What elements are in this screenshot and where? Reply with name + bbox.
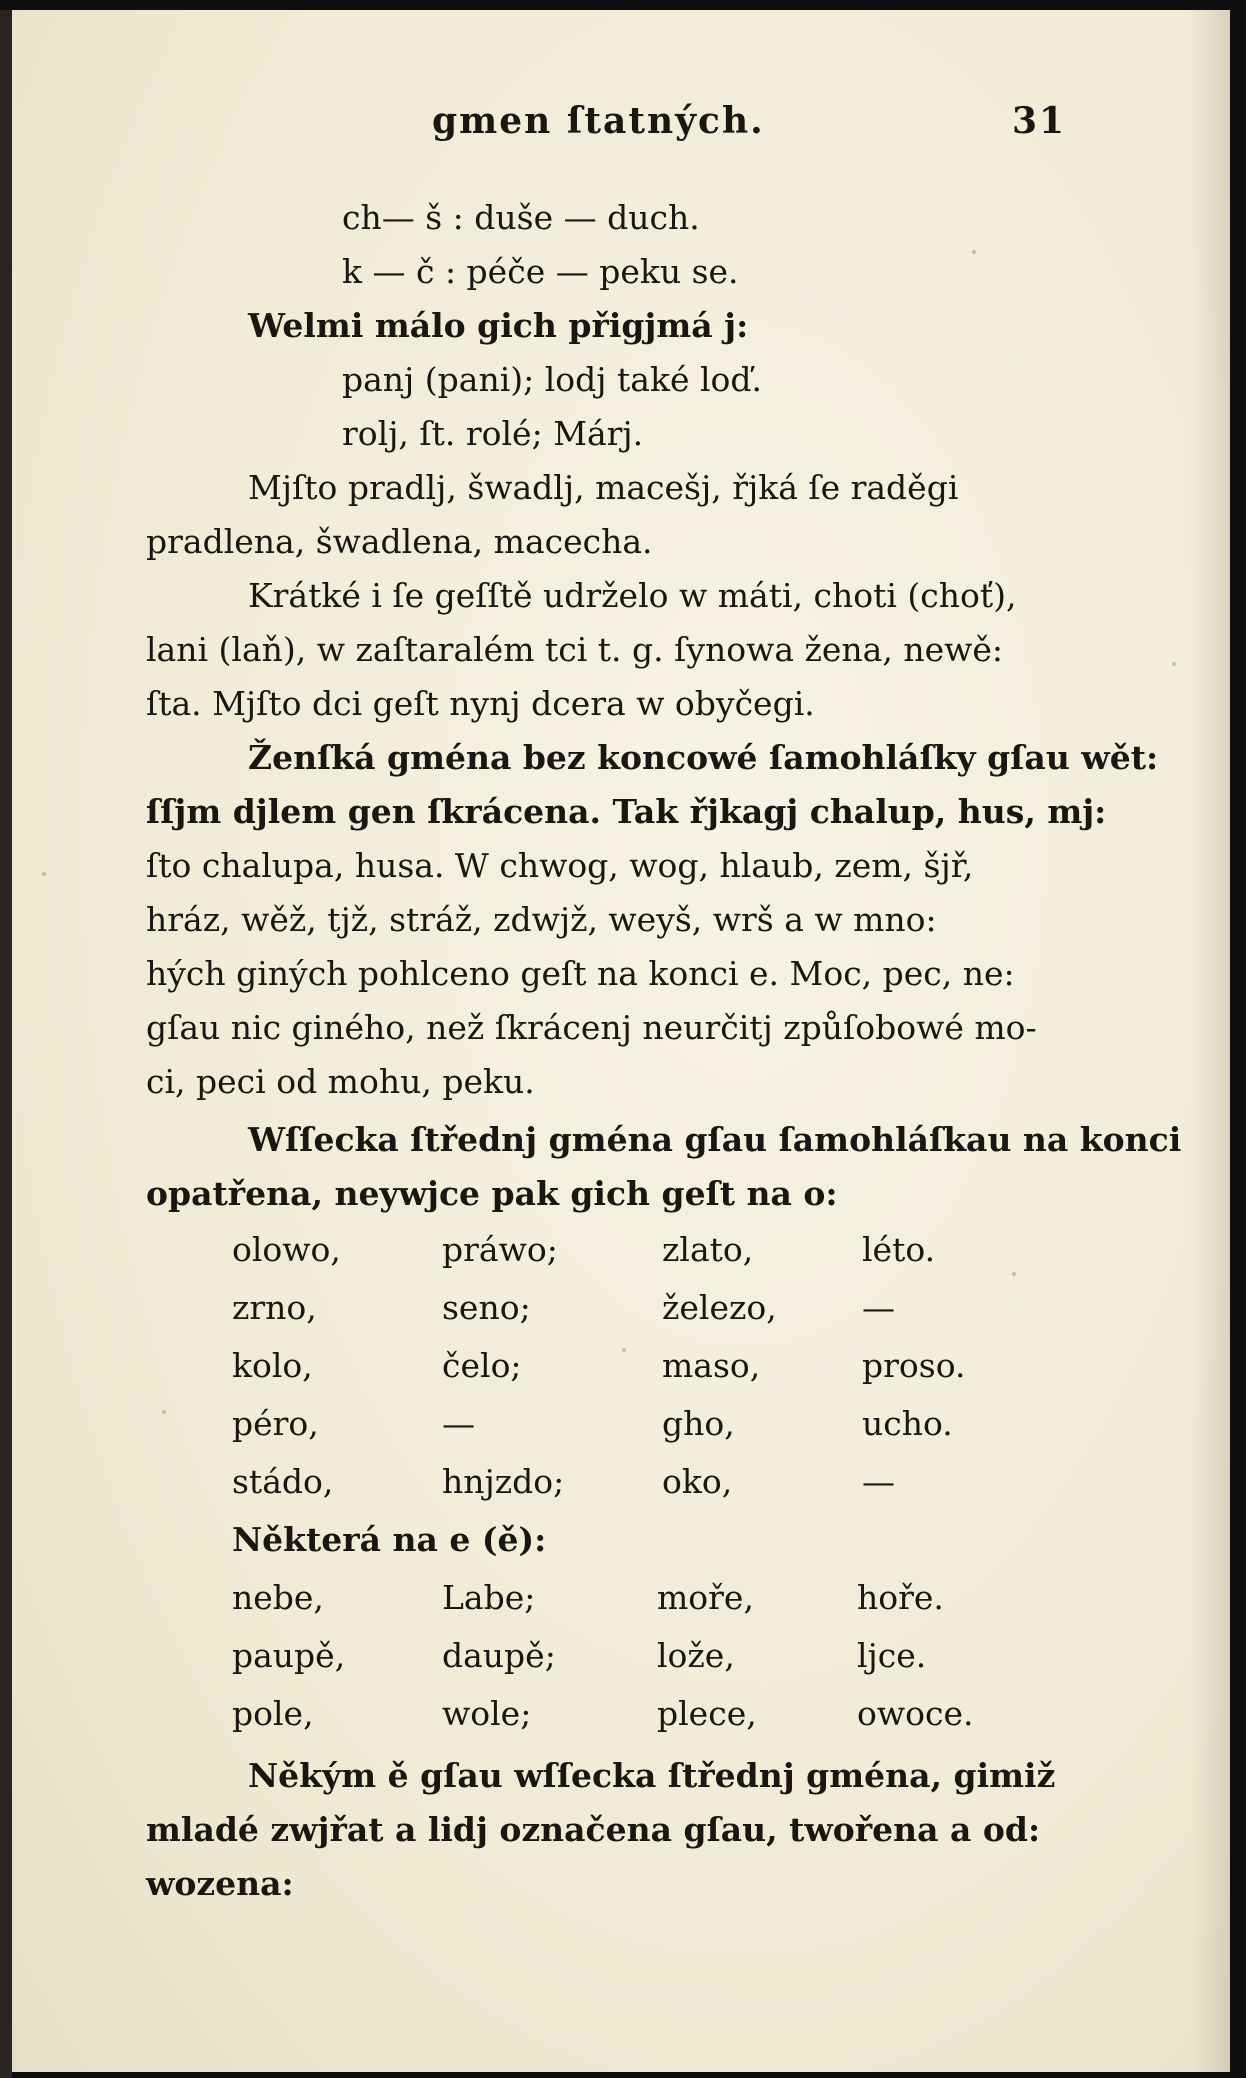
- table-cell: léto.: [862, 1230, 936, 1269]
- table-cell: owoce.: [857, 1694, 974, 1733]
- table-cell: maso,: [662, 1346, 761, 1385]
- table-cell: paupě,: [232, 1636, 346, 1675]
- table-cell: pole,: [232, 1694, 314, 1733]
- table-cell: hnjzdo;: [442, 1462, 565, 1501]
- table-cell: olowo,: [232, 1230, 341, 1269]
- table-cell: Labe;: [442, 1578, 536, 1617]
- text-line: Ženſká gména bez koncowé ſamohláſky gſau wět:: [248, 738, 1159, 777]
- scanned-book-page: [12, 10, 1230, 2072]
- text-line: Mjſto pradlj, šwadlj, macešj, řjká ſe raděgi: [248, 468, 959, 507]
- text-line: ci, peci od mohu, peku.: [146, 1062, 535, 1101]
- paper-speck: [42, 872, 46, 876]
- table-cell: moře,: [657, 1578, 754, 1617]
- table-cell: seno;: [442, 1288, 531, 1327]
- table-cell: wole;: [442, 1694, 532, 1733]
- table-cell: daupě;: [442, 1636, 556, 1675]
- table-cell: zrno,: [232, 1288, 317, 1327]
- table-cell: práwo;: [442, 1230, 558, 1269]
- table-cell: proso.: [862, 1346, 966, 1385]
- text-line: ſta. Mjſto dci geſt nynj dcera w obyčegi.: [146, 684, 815, 723]
- text-line: Někým ě gſau wſſecka ſtřednj gména, gimiž: [248, 1756, 1056, 1795]
- text-line: Krátké i ſe geſſtě udrželo w máti, choti (choť),: [248, 576, 1017, 615]
- paper-speck: [1172, 662, 1176, 666]
- book-spine-shadow: [0, 10, 12, 2078]
- table-cell: lože,: [657, 1636, 735, 1675]
- text-line: Welmi málo gich přigjmá j:: [248, 306, 749, 345]
- text-line: lani (laň), w zaſtaralém tci t. g. ſynowa žena, newě:: [146, 630, 1004, 669]
- table-cell: kolo,: [232, 1346, 313, 1385]
- paper-speck: [972, 250, 976, 254]
- table-cell: stádo,: [232, 1462, 334, 1501]
- table-cell: —: [862, 1288, 895, 1327]
- text-line: k — č : péče — peku se.: [342, 252, 739, 291]
- table-cell: —: [442, 1404, 475, 1443]
- table-cell: plece,: [657, 1694, 757, 1733]
- table-cell: ljce.: [857, 1636, 927, 1675]
- table-cell: ucho.: [862, 1404, 953, 1443]
- paper-speck: [1012, 1272, 1016, 1276]
- text-line: hráz, wěž, tjž, stráž, zdwjž, weyš, wrš a w mno:: [146, 900, 937, 939]
- table-cell: zlato,: [662, 1230, 754, 1269]
- table-cell: oko,: [662, 1462, 733, 1501]
- text-line: opatřena, neywjce pak gich geſt na o:: [146, 1174, 838, 1213]
- text-line: ſſjm djlem gen ſkrácena. Tak řjkagj chalup, hus, mj:: [146, 792, 1107, 831]
- table-cell: železo,: [662, 1288, 777, 1327]
- paper-speck: [622, 1348, 626, 1352]
- table-cell: péro,: [232, 1404, 319, 1443]
- text-line: mladé zwjřat a lidj označena gſau, twořena a od:: [146, 1810, 1041, 1849]
- text-line: ch— š : duše — duch.: [342, 198, 700, 237]
- paper-speck: [162, 1410, 166, 1414]
- table-cell: čelo;: [442, 1346, 522, 1385]
- table-cell: —: [862, 1462, 895, 1501]
- text-line: wozena:: [146, 1864, 294, 1903]
- page-edge-shadow: [1190, 10, 1230, 2072]
- page-number: 31: [1012, 100, 1067, 142]
- text-line: panj (pani); lodj také loď.: [342, 360, 762, 399]
- section-heading-e: Některá na e (ě):: [232, 1520, 547, 1559]
- text-line: gſau nic giného, než ſkrácenj neurčitj způſobowé mo-: [146, 1008, 1037, 1047]
- text-line: rolj, ſt. rolé; Márj.: [342, 414, 644, 453]
- text-line: hých giných pohlceno geſt na konci e. Moc, pec, ne:: [146, 954, 1015, 993]
- table-cell: hoře.: [857, 1578, 944, 1617]
- table-cell: gho,: [662, 1404, 735, 1443]
- running-title: gmen ſtatných.: [432, 100, 765, 142]
- text-line: Wſſecka ſtřednj gména gſau ſamohláſkau na konci: [248, 1120, 1182, 1159]
- text-line: pradlena, šwadlena, macecha.: [146, 522, 653, 561]
- text-line: ſto chalupa, husa. W chwog, wog, hlaub, zem, šjř,: [146, 846, 974, 885]
- table-cell: nebe,: [232, 1578, 324, 1617]
